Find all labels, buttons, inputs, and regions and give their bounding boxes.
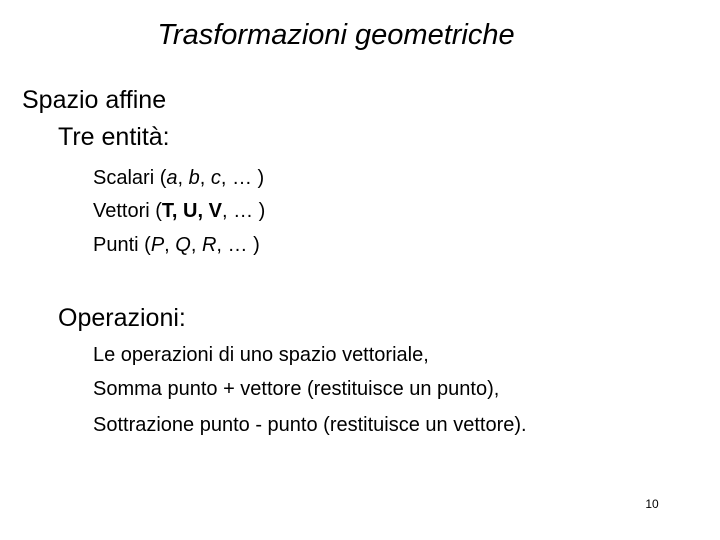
vector-v: V xyxy=(208,200,222,222)
punti-suffix: , … ) xyxy=(216,234,260,256)
scalar-a: a xyxy=(166,167,178,189)
entities-heading: Tre entità: xyxy=(58,123,170,151)
punti-prefix: Punti ( xyxy=(93,234,151,256)
vettori-sep-2: , xyxy=(197,200,209,222)
operations-heading: Operazioni: xyxy=(58,304,186,332)
vettori-prefix: Vettori ( xyxy=(93,200,162,222)
slide-title: Trasformazioni geometriche xyxy=(157,19,515,51)
vector-t: T xyxy=(161,200,172,222)
operation-item-point-plus-vector: Somma punto + vettore (restituisce un punto), xyxy=(93,378,500,400)
punti-sep-2: , xyxy=(190,234,202,256)
vector-u: U xyxy=(183,200,198,222)
list-item-punti xyxy=(93,232,260,258)
scalari-sep-2: , xyxy=(199,167,211,189)
operation-item-point-minus-point: Sottrazione punto - punto (restituisce un vettore). xyxy=(93,414,527,436)
scalari-prefix: Scalari ( xyxy=(93,167,167,189)
section-heading: Spazio affine xyxy=(22,86,167,114)
point-p: P xyxy=(150,234,165,256)
point-r: R xyxy=(201,234,217,256)
scalar-b: b xyxy=(188,167,200,189)
scalari-sep-1: , xyxy=(177,167,189,189)
punti-sep-1: , xyxy=(164,234,176,256)
scalar-c: c xyxy=(210,167,221,189)
page-number: 10 xyxy=(645,497,659,511)
vettori-suffix: , … ) xyxy=(221,200,266,222)
operation-item-vector-space: Le operazioni di uno spazio vettoriale, xyxy=(93,344,429,366)
scalari-suffix: , … ) xyxy=(220,167,265,189)
point-q: Q xyxy=(175,234,191,256)
vettori-sep-1: , xyxy=(171,200,184,222)
list-item-vettori xyxy=(93,198,265,224)
list-item-scalari xyxy=(93,165,264,191)
